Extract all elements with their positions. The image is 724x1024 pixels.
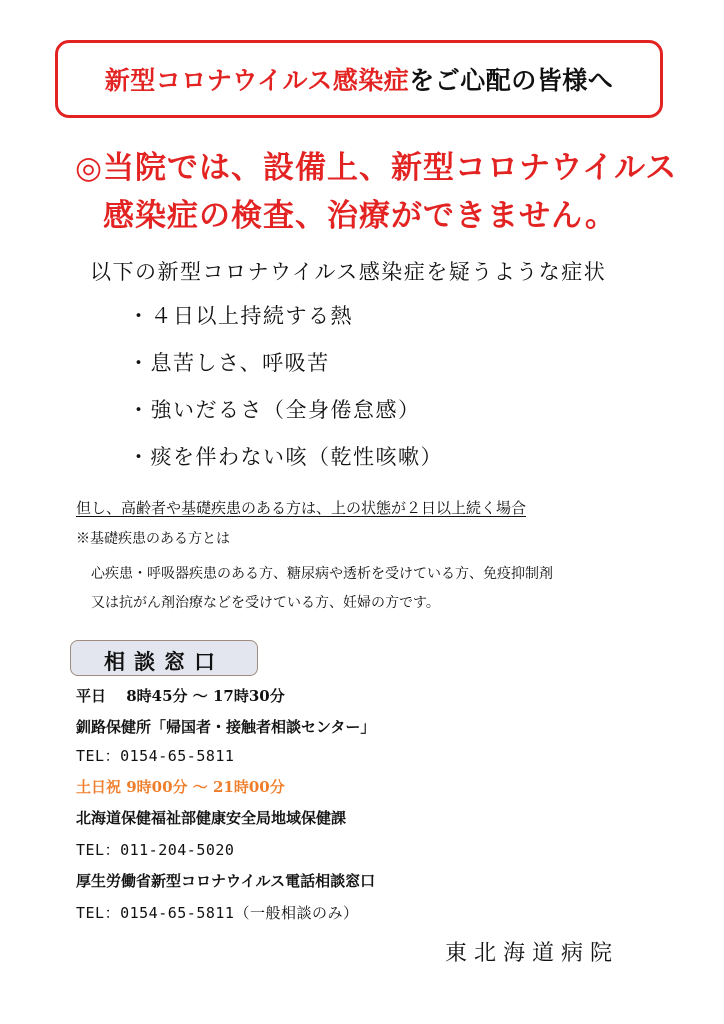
contact-org-1: 釧路保健所「帰国者・接触者相談センター」 — [76, 718, 376, 736]
symptom-item: ・息苦しさ、呼吸苦 — [128, 351, 330, 375]
contact-phone-2: TEL：011-204-5020 — [76, 841, 235, 859]
title-highlight: 新型コロナウイルス感染症 — [104, 66, 410, 95]
consult-header-box — [70, 640, 258, 676]
hospital-name: 東北海道病院 — [445, 941, 620, 966]
contact-org-3: 厚生労働省新型コロナウイルス電話相談窓口 — [76, 872, 376, 890]
consult-header-label: 相談窓口 — [104, 650, 224, 674]
symptom-item: ・４日以上持続する熱 — [128, 304, 353, 328]
contact-phone-1: TEL：0154-65-5811 — [76, 747, 235, 765]
condition-detail-line-2: 又は抗がん剤治療などを受けている方、妊婦の方です。 — [91, 595, 440, 611]
weekday-hours: 平日 8時45分 ～ 17時30分 — [76, 687, 285, 705]
contact-org-2: 北海道保健福祉部健康安全局地域保健課 — [76, 809, 347, 827]
condition-detail-line-1: 心疾患・呼吸器疾患のある方、糖尿病や透析を受けている方、免疫抑制剤 — [91, 566, 553, 582]
symptom-item: ・強いだるさ（全身倦怠感） — [128, 398, 421, 422]
title-box — [55, 40, 663, 118]
holiday-hours: 土日祝 9時00分 ～ 21時00分 — [76, 778, 285, 796]
page-title — [58, 61, 660, 97]
notice-line-2: 感染症の検査、治療ができません。 — [103, 198, 617, 234]
title-rest: をご心配の皆様へ — [409, 66, 614, 95]
contact-phone-3: TEL：0154-65-5811（一般相談のみ） — [76, 904, 359, 922]
symptoms-intro: 以下の新型コロナウイルス感染症を疑うような症状 — [90, 260, 607, 284]
condition-note: ※基礎疾患のある方とは — [76, 531, 230, 547]
condition-main: 但し、高齢者や基礎疾患のある方は、上の状態が２日以上続く場合 — [76, 499, 527, 517]
symptom-item: ・痰を伴わない咳（乾性咳嗽） — [128, 445, 443, 469]
notice-line-1: ◎当院では、設備上、新型コロナウイルス — [75, 150, 678, 186]
